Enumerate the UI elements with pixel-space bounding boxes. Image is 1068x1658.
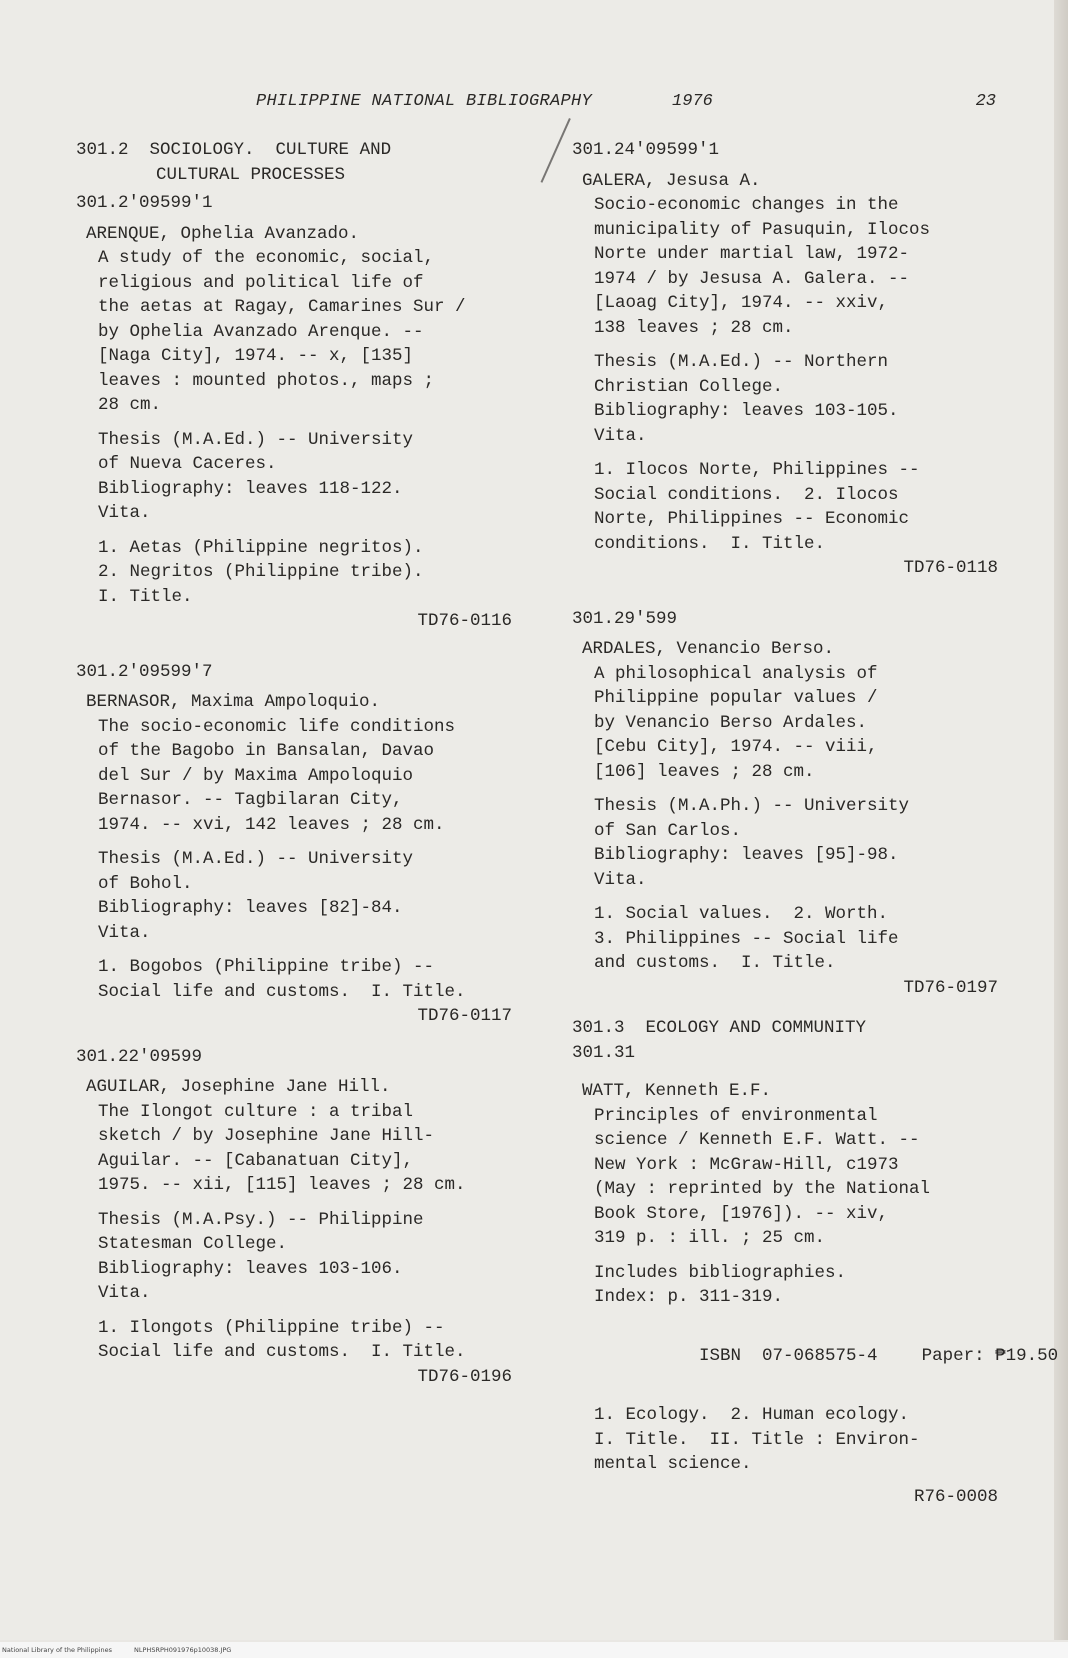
note-line: Bibliography: leaves 103-105.: [594, 401, 899, 421]
entry-notes: [86, 847, 526, 945]
note-line: Bibliography: leaves 103-106.: [98, 1258, 403, 1279]
control-number: TD76-0116: [417, 611, 512, 631]
entry-line: municipality of Pasuquin, Ilocos: [594, 219, 931, 240]
control-number: TD76-0117: [417, 1006, 512, 1026]
entry-line: Bernasor. -- Tagbilaran City,: [98, 790, 403, 810]
subject-line: I. Title.: [98, 586, 193, 607]
note-line: Bibliography: leaves 118-122.: [98, 478, 403, 499]
entry-author: GALERA, Jesusa A.: [582, 170, 761, 191]
section-heading: [76, 138, 526, 163]
entry-line: 138 leaves ; 28 cm.: [594, 317, 794, 338]
subject-line: 1. Bogobos (Philippine tribe) --: [98, 957, 435, 977]
subject-line: 1. Ilongots (Philippine tribe) --: [98, 1317, 445, 1338]
entry-line: leaves : mounted photos., maps ;: [98, 370, 435, 391]
catalog-entry: [76, 1045, 526, 1390]
note-line: Christian College.: [594, 376, 784, 397]
entry-subjects: [582, 902, 1012, 976]
subject-line: Social life and customs. I. Title.: [98, 981, 466, 1002]
entry-line: 28 cm.: [98, 395, 162, 415]
entry-line: sketch / by Josephine Jane Hill-: [98, 1126, 435, 1146]
entry-author: BERNASOR, Maxima Ampoloquio.: [86, 692, 381, 712]
entry-author: AGUILAR, Josephine Jane Hill.: [86, 1077, 391, 1097]
entry-line: Aguilar. -- [Cabanatuan City],: [98, 1150, 414, 1171]
subject-line: Social life and customs. I. Title.: [98, 1342, 466, 1362]
subject-line: conditions. I. Title.: [594, 533, 826, 554]
entry-line: (May : reprinted by the National: [594, 1179, 931, 1199]
scan-footer: [0, 1642, 1068, 1658]
entry-notes: [582, 794, 1012, 892]
note-line: Vita.: [98, 922, 151, 943]
note-line: Thesis (M.A.Ed.) -- University: [98, 849, 414, 869]
entry-subjects: [582, 1403, 1012, 1477]
subject-line: 1. Ecology. 2. Human ecology.: [594, 1405, 910, 1425]
subject-line: Social conditions. 2. Ilocos: [594, 484, 899, 505]
entry-body: [86, 690, 526, 1029]
footer-file: NLPHSRPH091976p10038.JPG: [134, 1646, 232, 1654]
entry-notes: [86, 1208, 526, 1306]
entry-subjects: [86, 536, 526, 610]
subject-line: I. Title. II. Title : Environ-: [594, 1429, 920, 1450]
subject-line: 1. Social values. 2. Worth.: [594, 904, 889, 924]
entry-line: 1974 / by Jesusa A. Galera. --: [594, 268, 910, 289]
entry-line: 1975. -- xii, [115] leaves ; 28 cm.: [98, 1175, 466, 1195]
entry-line: by Ophelia Avanzado Arenque. --: [98, 321, 424, 342]
entry-body: [582, 637, 1012, 1000]
call-number: 301.2'09599'7: [76, 661, 213, 682]
note-line: of Nueva Caceres.: [98, 454, 277, 474]
entry-line: [Cebu City], 1974. -- viii,: [594, 737, 878, 757]
isbn: ISBN 07-068575-4: [699, 1346, 878, 1366]
section-code: 301.2: [76, 140, 129, 160]
entry-author: WATT, Kenneth E.F.: [582, 1081, 772, 1101]
section-heading-line-2: CULTURAL PROCESSES: [156, 164, 346, 185]
entry-line: [Laoag City], 1974. -- xxiv,: [594, 293, 889, 313]
note-line: Includes bibliographies.: [594, 1262, 847, 1283]
page-edge: [1054, 0, 1068, 1640]
note-line: Vita.: [594, 425, 647, 446]
note-line: of Bohol.: [98, 873, 193, 894]
entry-subjects: [86, 955, 526, 1004]
entry-line: [Naga City], 1974. -- x, [135]: [98, 346, 414, 366]
catalog-entry: [572, 1079, 1059, 1509]
entry-line: religious and political life of: [98, 272, 424, 293]
isbn-row: [582, 1320, 1059, 1394]
control-number: TD76-0197: [903, 977, 998, 998]
note-line: Vita.: [98, 1283, 151, 1303]
entry-body: [582, 1079, 1059, 1509]
entry-line: 319 p. : ill. ; 25 cm.: [594, 1228, 826, 1248]
subject-line: 1. Ilocos Norte, Philippines --: [594, 460, 920, 480]
entry-line: del Sur / by Maxima Ampoloquio: [98, 765, 414, 786]
note-line: Statesman College.: [98, 1234, 288, 1254]
call-number: 301.29'599: [572, 608, 678, 629]
entry-subjects: [86, 1316, 526, 1365]
control-number: TD76-0118: [903, 558, 998, 578]
call-number: 301.31: [572, 1042, 636, 1063]
entry-body: [86, 222, 526, 634]
pen-mark: [541, 118, 571, 183]
entry-line: [106] leaves ; 28 cm.: [594, 761, 815, 782]
entry-line: The socio-economic life conditions: [98, 716, 456, 737]
header-title: PHILIPPINE NATIONAL BIBLIOGRAPHY: [256, 92, 593, 111]
subject-line: 2. Negritos (Philippine tribe).: [98, 562, 424, 582]
entry-line: Philippine popular values /: [594, 688, 878, 708]
entry-line: Principles of environmental: [594, 1105, 878, 1126]
control-number: R76-0008: [913, 1486, 998, 1507]
entry-author: ARENQUE, Ophelia Avanzado.: [86, 223, 360, 244]
entry-line: The Ilongot culture : a tribal: [98, 1101, 414, 1122]
entry-notes: [86, 428, 526, 526]
entry-line: A philosophical analysis of: [594, 663, 878, 684]
page-number: 23: [975, 92, 996, 111]
call-number: 301.22'09599: [76, 1046, 203, 1067]
entry-body: [86, 1075, 526, 1389]
note-line: Vita.: [594, 869, 647, 890]
control-number: TD76-0196: [417, 1366, 512, 1387]
entry-line: New York : McGraw-Hill, c1973: [594, 1154, 899, 1175]
section-heading-line-1: SOCIOLOGY. CULTURE AND: [149, 140, 392, 160]
left-column: [76, 138, 526, 1389]
price: Paper: ₱19.50: [921, 1346, 1059, 1366]
subject-line: 1. Aetas (Philippine negritos).: [98, 537, 424, 558]
note-line: Vita.: [98, 503, 151, 523]
entry-subjects: [582, 458, 1012, 556]
entry-line: 1974. -- xvi, 142 leaves ; 28 cm.: [98, 814, 445, 835]
note-line: Thesis (M.A.Ed.) -- University: [98, 429, 414, 450]
entry-line: the aetas at Ragay, Camarines Sur /: [98, 297, 466, 317]
note-line: Index: p. 311-319.: [594, 1287, 784, 1307]
subject-line: and customs. I. Title.: [594, 953, 836, 973]
entry-notes: [582, 350, 1012, 448]
entry-author: ARDALES, Venancio Berso.: [582, 639, 835, 659]
note-line: Bibliography: leaves [82]-84.: [98, 898, 403, 918]
catalog-entry: [76, 660, 526, 1029]
catalog-entry: [76, 191, 526, 634]
entry-body: [582, 169, 1012, 581]
catalog-entry: [572, 607, 1012, 1001]
note-line: Thesis (M.A.Ed.) -- Northern: [594, 352, 889, 372]
note-line: of San Carlos.: [594, 820, 742, 841]
catalog-entry: [572, 138, 1012, 581]
entry-line: Norte under martial law, 1972-: [594, 244, 910, 264]
entry-line: A study of the economic, social,: [98, 248, 435, 268]
subject-line: Norte, Philippines -- Economic: [594, 509, 910, 529]
call-number: 301.2'09599'1: [76, 193, 213, 213]
entry-line: by Venancio Berso Ardales.: [594, 712, 868, 733]
header-year: 1976: [672, 92, 713, 111]
section-heading-ecology: 301.3 ECOLOGY AND COMMUNITY: [572, 1018, 867, 1038]
note-line: Thesis (M.A.Psy.) -- Philippine: [98, 1209, 424, 1230]
subject-line: mental science.: [594, 1454, 752, 1474]
running-header: [256, 92, 996, 118]
entry-line: Book Store, [1976]). -- xiv,: [594, 1203, 889, 1224]
entry-line: Socio-economic changes in the: [594, 195, 899, 215]
entry-line: science / Kenneth E.F. Watt. --: [594, 1130, 920, 1150]
note-line: Bibliography: leaves [95]-98.: [594, 845, 899, 865]
footer-library: National Library of the Philippines: [2, 1646, 113, 1654]
note-line: Thesis (M.A.Ph.) -- University: [594, 796, 910, 816]
entry-notes: [582, 1261, 1012, 1310]
call-number: 301.24'09599'1: [572, 140, 720, 160]
entry-line: of the Bagobo in Bansalan, Davao: [98, 741, 435, 761]
subject-line: 3. Philippines -- Social life: [594, 928, 899, 949]
right-column: [572, 138, 1059, 1509]
